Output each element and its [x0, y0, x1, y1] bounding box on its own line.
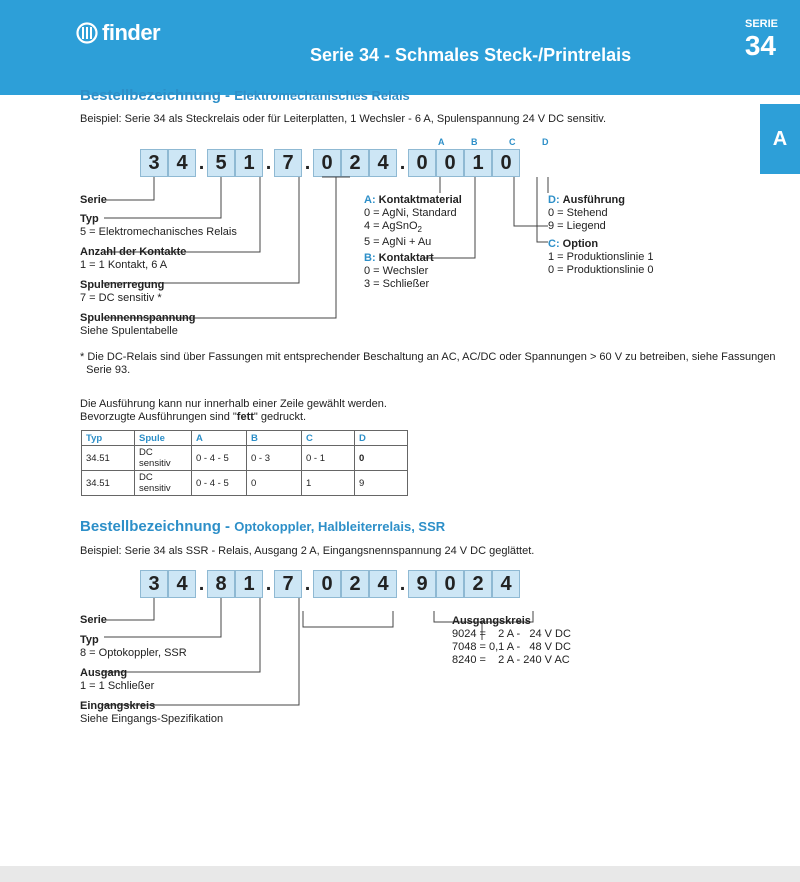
code-digit: 7 [274, 149, 302, 177]
code-digit: 9 [408, 570, 436, 598]
col-head-b: B [471, 137, 478, 147]
label-kontaktmaterial: A: Kontaktmaterial 0 = AgNi, Standard 4 = AgSnO$_2$ 5 = AgNi + Au [364, 194, 462, 249]
code-digit: 4 [492, 570, 520, 598]
code-digit: 0 [313, 149, 341, 177]
code-digit: 3 [140, 570, 168, 598]
cell: 9 [355, 471, 408, 496]
cell: 0 - 1 [302, 446, 355, 471]
code-digit: 4 [168, 149, 196, 177]
code-separator: . [304, 152, 311, 174]
code-separator: . [265, 152, 272, 174]
section1-subtitle: Elektromechanisches Relais [234, 88, 410, 103]
code-digit: 7 [274, 570, 302, 598]
col-head-c: C [509, 137, 516, 147]
col-head-a: A [438, 137, 445, 147]
label-ausfuehrung: D: Ausführung 0 = Stehend 9 = Liegend [548, 194, 625, 232]
table-row [82, 446, 408, 471]
table-row [82, 471, 408, 496]
code-digit: 2 [341, 149, 369, 177]
label-typ-2: Typ 8 = Optokoppler, SSR [80, 634, 187, 659]
th-spule: Spule [135, 431, 192, 446]
cell: 34.51 [82, 446, 135, 471]
code-separator: . [265, 573, 272, 595]
cell: 0 - 4 - 5 [192, 446, 247, 471]
code-digit: 1 [235, 149, 263, 177]
code-digit: 5 [207, 149, 235, 177]
code-digit: 0 [408, 149, 436, 177]
section-tab-a[interactable]: A [760, 104, 800, 174]
cell: 0 - 3 [247, 446, 302, 471]
th-typ: Typ [82, 431, 135, 446]
section1-example: Beispiel: Serie 34 als Steckrelais oder für Leiterplatten, 1 Wechsler - 6 A, Spulenspannung 24 V DC sensitiv. [80, 113, 607, 125]
cell: 34.51 [82, 471, 135, 496]
order-code-2 [140, 570, 520, 598]
table-header-row [82, 431, 408, 446]
code-digit: 2 [464, 570, 492, 598]
code-digit: 4 [168, 570, 196, 598]
label-anzahl: Anzahl der Kontakte 1 = 1 Kontakt, 6 A [80, 246, 187, 271]
code-separator: . [304, 573, 311, 595]
code-digit: 2 [341, 570, 369, 598]
cell: DC sensitiv [135, 471, 192, 496]
options-table [81, 430, 408, 496]
footnote: * Die DC-Relais sind über Fassungen mit entsprechender Beschaltung an AC, AC/DC oder Spannungen > 60 V zu betreiben, siehe Fassungen Serie 93. [80, 351, 776, 376]
bottom-bar [0, 866, 800, 882]
section2-title-main: Bestellbezeichnung - [80, 518, 231, 535]
code-separator: . [399, 573, 406, 595]
label-spulenerregung: Spulenerregung 7 = DC sensitiv * [80, 279, 165, 304]
th-d: D [355, 431, 408, 446]
code-digit: 0 [436, 570, 464, 598]
section2-title [80, 518, 445, 535]
code-digit: 0 [436, 149, 464, 177]
label-ausgangskreis: Ausgangskreis 9024 = 2 A - 24 V DC 7048 = 0,1 A - 48 V DC 8240 = 2 A - 240 V AC [452, 615, 571, 666]
label-eingangskreis: Eingangskreis Siehe Eingangs-Spezifikation [80, 700, 224, 725]
code-separator: . [399, 152, 406, 174]
cell: DC sensitiv [135, 446, 192, 471]
code-digit: 1 [235, 570, 263, 598]
table-note: Die Ausführung kann nur innerhalb einer Zeile gewählt werden. Bevorzugte Ausführungen sind "fett" gedruckt. [80, 398, 387, 423]
label-serie-2: Serie [80, 614, 107, 626]
section1-title-main: Bestellbezeichnung - [80, 87, 231, 104]
code-digit: 0 [313, 570, 341, 598]
cell: 1 [302, 471, 355, 496]
code-digit: 3 [140, 149, 168, 177]
label-ausgang: Ausgang 1 = 1 Schließer [80, 667, 155, 692]
section2-subtitle: Optokoppler, Halbleiterrelais, SSR [234, 519, 446, 534]
label-spulennennspannung: Spulennennspannung Siehe Spulentabelle [80, 312, 196, 337]
section2-example: Beispiel: Serie 34 als SSR - Relais, Ausgang 2 A, Eingangsnennspannung 24 V DC geglättet. [80, 545, 535, 557]
th-a: A [192, 431, 247, 446]
code-digit: 4 [369, 149, 397, 177]
th-b: B [247, 431, 302, 446]
cell: 0 - 4 - 5 [192, 471, 247, 496]
code-digit: 4 [369, 570, 397, 598]
label-serie: Serie [80, 194, 107, 206]
label-kontaktart: B: Kontaktart 0 = Wechsler 3 = Schließer [364, 252, 434, 290]
cell: 0 [247, 471, 302, 496]
serie-number: 34 [744, 30, 776, 61]
label-typ: Typ 5 = Elektromechanisches Relais [80, 213, 237, 238]
code-separator: . [198, 152, 205, 174]
code-digit: 8 [207, 570, 235, 598]
cell: 0 [355, 446, 408, 471]
label-option: C: Option 1 = Produktionslinie 1 0 = Produktionslinie 0 [548, 238, 654, 276]
logo-text: finder [102, 20, 161, 45]
code-digit: 1 [464, 149, 492, 177]
code-separator: . [198, 573, 205, 595]
col-head-d: D [542, 137, 549, 147]
serie-label: SERIE [744, 18, 778, 30]
code-digit: 0 [492, 149, 520, 177]
th-c: C [302, 431, 355, 446]
page-title: Serie 34 - Schmales Steck-/Printrelais [310, 45, 632, 65]
